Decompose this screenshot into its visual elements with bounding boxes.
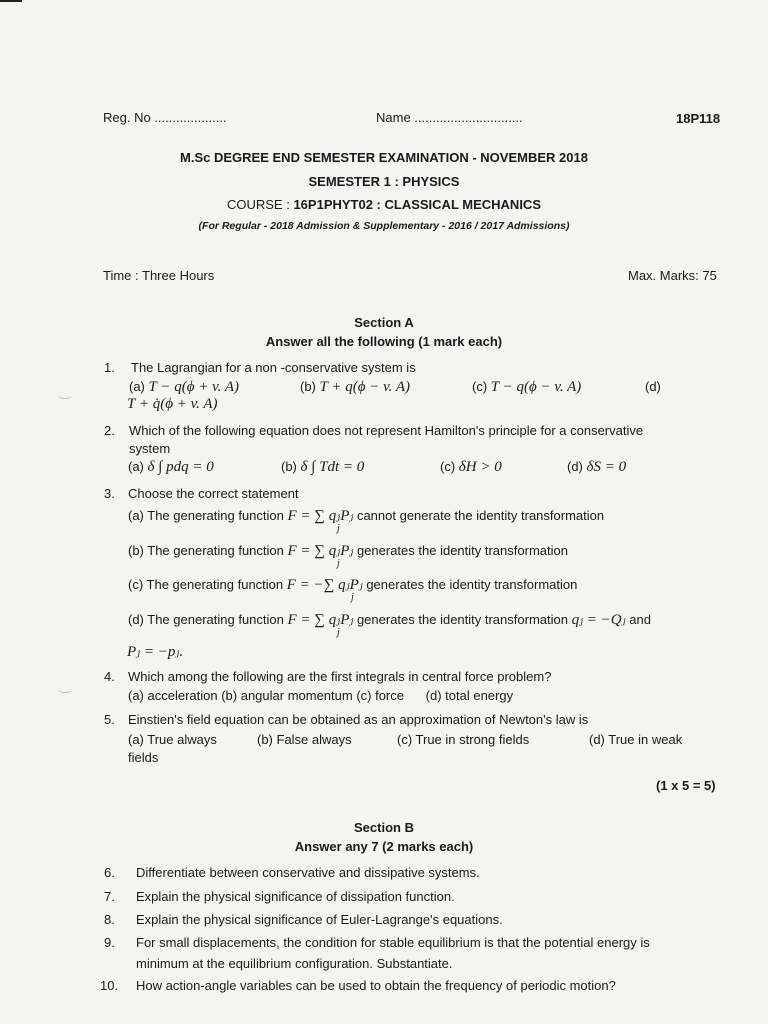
option-b: (b) T + q(ϕ − v. A) bbox=[300, 379, 411, 395]
option-d: T + q̇(ϕ + v. A) bbox=[127, 396, 218, 412]
option-c: (c) The generating function F = −∑ qⱼPⱼ generates the identity transformation bbox=[128, 577, 578, 593]
sum-index: j bbox=[337, 523, 340, 534]
option-b: (b) False always bbox=[257, 732, 352, 747]
question-number: 7. bbox=[104, 889, 115, 904]
punch-hole-mark bbox=[58, 392, 72, 399]
section-a-instruction: Answer all the following (1 mark each) bbox=[265, 334, 503, 349]
question-text: Choose the correct statement bbox=[128, 486, 299, 501]
course-title: COURSE : 16P1PHYT02 : CLASSICAL MECHANICS bbox=[226, 197, 541, 212]
option-b: (b) δ ∫ Tdt = 0 bbox=[281, 459, 365, 475]
option-a: (a) True always bbox=[128, 732, 217, 747]
max-marks: Max. Marks: 75 bbox=[628, 268, 717, 283]
question-number: 2. bbox=[104, 423, 115, 438]
option-d-label: (d) bbox=[645, 379, 661, 394]
section-b-instruction: Answer any 7 (2 marks each) bbox=[294, 839, 474, 854]
question-text: Einstien's field equation can be obtained as an approximation of Newton's law is bbox=[128, 712, 589, 727]
option-c: (c) T − q(ϕ − v. A) bbox=[472, 379, 582, 395]
punch-hole-mark bbox=[58, 686, 72, 693]
option-d: (d) The generating function F = ∑ qⱼPⱼ generates the identity transformation qⱼ = −Qⱼ and bbox=[128, 612, 651, 628]
name-field: Name .............................. bbox=[376, 110, 523, 125]
time-info: Time : Three Hours bbox=[103, 268, 215, 283]
option-a: (a) The generating function F = ∑ qⱼPⱼ cannot generate the identity transformation bbox=[128, 508, 605, 524]
semester-title: SEMESTER 1 : PHYSICS bbox=[308, 174, 460, 189]
sum-index: j bbox=[337, 627, 340, 638]
option-c: (c) True in strong fields bbox=[397, 732, 530, 747]
option-b: (b) The generating function F = ∑ qⱼPⱼ generates the identity transformation bbox=[128, 543, 568, 559]
admission-note: (For Regular - 2018 Admission & Supplementary - 2016 / 2017 Admissions) bbox=[198, 220, 570, 232]
sum-index: j bbox=[337, 558, 340, 569]
question-text: Explain the physical significance of dissipation function. bbox=[136, 889, 455, 904]
option-d-cont: Pⱼ = −pⱼ. bbox=[127, 644, 184, 660]
option-d: (d) δS = 0 bbox=[567, 459, 627, 475]
question-number: 6. bbox=[104, 865, 115, 880]
question-text-cont: minimum at the equilibrium configuration. Substantiate. bbox=[136, 956, 453, 971]
question-text: How action-angle variables can be used to obtain the frequency of periodic motion? bbox=[136, 978, 616, 993]
question-text: Explain the physical significance of Euler-Lagrange's equations. bbox=[136, 912, 503, 927]
exam-title: M.Sc DEGREE END SEMESTER EXAMINATION - NOVEMBER 2018 bbox=[180, 150, 588, 165]
question-number: 3. bbox=[104, 486, 115, 501]
paper-code: 18P118 bbox=[676, 111, 721, 126]
question-options: (a) acceleration (b) angular momentum (c) force (d) total energy bbox=[128, 688, 514, 703]
section-a-title: Section A bbox=[354, 315, 414, 330]
question-number: 10. bbox=[100, 978, 119, 993]
section-a-marks: (1 x 5 = 5) bbox=[656, 778, 716, 793]
option-d-cont: fields bbox=[128, 750, 159, 765]
corner-mark bbox=[0, 0, 22, 2]
question-text: For small displacements, the condition for stable equilibrium is that the potential energy is bbox=[136, 935, 650, 950]
option-c: (c) δH > 0 bbox=[440, 459, 502, 475]
section-b-title: Section B bbox=[354, 820, 414, 835]
question-text: Which among the following are the first integrals in central force problem? bbox=[128, 669, 552, 684]
question-number: 5. bbox=[104, 712, 115, 727]
question-number: 1. bbox=[104, 360, 115, 375]
option-d: (d) True in weak bbox=[589, 732, 683, 747]
reg-no-field: Reg. No .................... bbox=[103, 110, 227, 125]
question-text-cont: system bbox=[129, 441, 171, 456]
question-number: 8. bbox=[104, 912, 115, 927]
question-text: The Lagrangian for a non -conservative system is bbox=[131, 360, 416, 375]
sum-index: j bbox=[351, 592, 354, 603]
option-a: (a) δ ∫ pdq = 0 bbox=[128, 459, 214, 475]
question-number: 9. bbox=[104, 935, 115, 950]
option-a: (a) T − q(ϕ + v. A) bbox=[129, 379, 240, 395]
question-number: 4. bbox=[104, 669, 115, 684]
question-text: Which of the following equation does not represent Hamilton's principle for a conservative bbox=[129, 423, 644, 438]
question-text: Differentiate between conservative and dissipative systems. bbox=[136, 865, 480, 880]
